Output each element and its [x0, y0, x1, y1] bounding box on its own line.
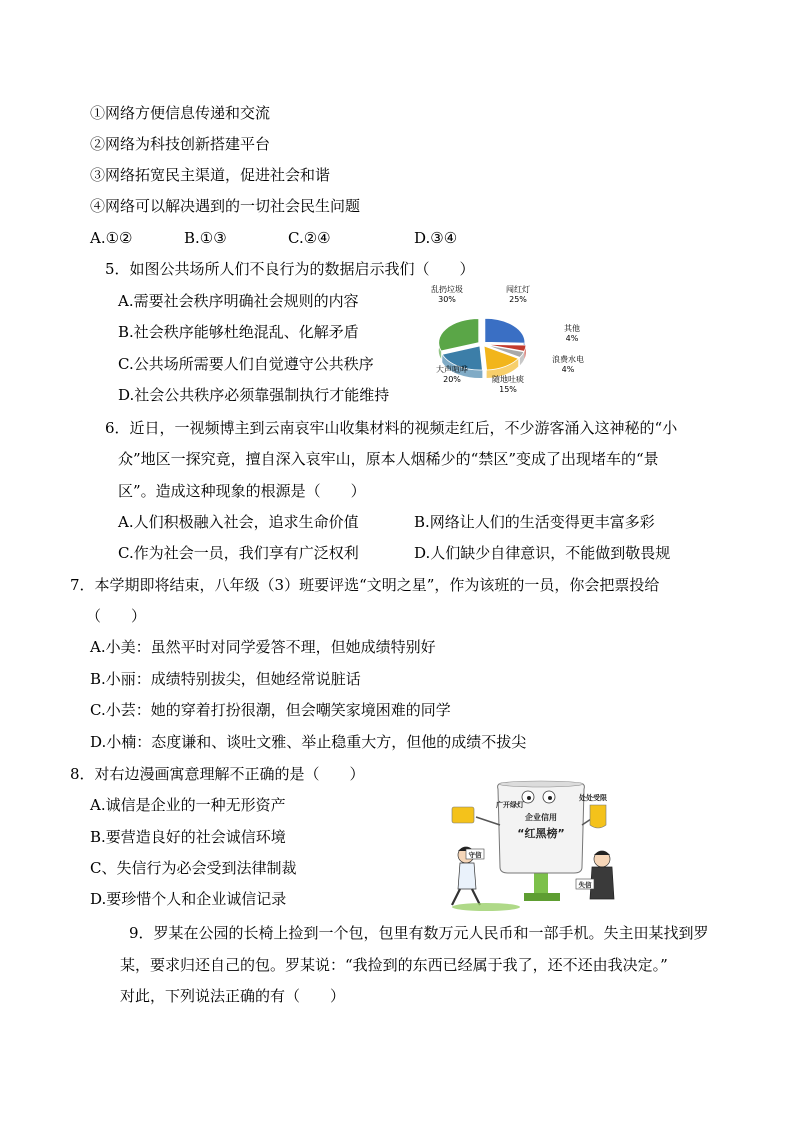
- pie-value-label-2: 4%: [561, 365, 575, 374]
- q5-option-c: C.公共场所需要人们自觉遵守公共秩序: [118, 355, 374, 373]
- q5-option-b: B.社会秩序能够杜绝混乱、化解矛盾: [118, 323, 359, 341]
- q5-option-d: D.社会公共秩序必须靠强制执行才能维持: [118, 386, 390, 404]
- pie-slice-0: [485, 318, 525, 343]
- q8-stem: 8．对右边漫画寓意理解不正确的是（ ）: [70, 765, 365, 783]
- q4-item-1: ①网络方便信息传递和交流: [90, 104, 271, 122]
- right-person-label: 失信: [578, 881, 592, 889]
- q6-stem-line-3: 区”。造成这种现象的根源是（ ）: [118, 482, 366, 500]
- left-person-label: 守信: [468, 851, 482, 859]
- q6-option-c: C.作为社会一员，我们享有广泛权利: [118, 544, 359, 562]
- pie-value-label-0: 25%: [509, 295, 527, 304]
- credit-red-black-list-cartoon: [446, 777, 616, 915]
- q7-stem-line-1: 7．本学期即将结束，八年级（3）班要评选“文明之星”，作为该班的一员，你会把票投给: [70, 576, 660, 594]
- q5-option-a: A.需要社会秩序明确社会规则的内容: [118, 292, 359, 310]
- q4-option-d: D.③④: [414, 229, 458, 247]
- q4-item-2: ②网络为科技创新搭建平台: [90, 135, 271, 153]
- left-sign-text: 广开绿灯: [496, 801, 524, 809]
- pie-label-4: 大声喧哗: [436, 365, 468, 374]
- bad-behavior-pie-chart: [420, 282, 590, 402]
- pie-label-0: 闯红灯: [506, 285, 530, 294]
- q8-option-a: A.诚信是企业的一种无形资产: [90, 796, 286, 814]
- q7-stem-line-2: （ ）: [86, 607, 147, 625]
- q4-item-3: ③网络拓宽民主渠道，促进社会和谐: [90, 166, 331, 184]
- pie-value-label-1: 4%: [565, 334, 579, 343]
- q4-option-c: C.②④: [288, 229, 331, 247]
- q8-option-d: D.要珍惜个人和企业诚信记录: [90, 890, 287, 908]
- q4-option-a: A.①②: [90, 229, 133, 247]
- q7-option-a: A.小美：虽然平时对同学爱答不理，但她成绩特别好: [90, 638, 436, 656]
- q8-option-c: C、失信行为必会受到法律制裁: [90, 859, 297, 877]
- pie-value-label-3: 15%: [499, 385, 517, 394]
- board-base: [524, 893, 560, 901]
- q9-stem-line-1: 9．罗某在公园的长椅上捡到一个包，包里有数万元人民币和一部手机。失主田某找到罗: [129, 924, 709, 942]
- q6-stem-line-1: 6．近日，一视频博主到云南哀牢山收集材料的视频走红后，不少游客涌入这神秘的“小: [105, 419, 678, 437]
- right-sign-text: 处处受限: [579, 794, 607, 802]
- board-title: 企业信用: [525, 813, 557, 822]
- pie-label-3: 随地吐痰: [492, 375, 524, 384]
- q9-stem-line-3: 对此，下列说法正确的有（ ）: [120, 987, 346, 1005]
- stop-hand-icon: [590, 805, 606, 828]
- q9-stem-line-2: 某，要求归还自己的包。罗某说：“我捡到的东西已经属于我了，还不还由我决定。”: [120, 956, 668, 974]
- pie-label-5: 乱扔垃圾: [431, 285, 463, 294]
- pie-label-2: 浪费水电: [552, 355, 584, 364]
- q6-option-b: B.网络让人们的生活变得更丰富多彩: [414, 513, 655, 531]
- q7-option-c: C.小芸：她的穿着打扮很潮，但会嘲笑家境困难的同学: [90, 701, 451, 719]
- q6-stem-line-2: 众”地区一探究竟，擅自深入哀牢山，原本人烟稀少的“禁区”变成了出现堵车的“景: [118, 450, 659, 468]
- q6-option-d: D.人们缺少自律意识，不能做到敬畏规: [414, 544, 671, 562]
- q7-option-d: D.小楠：态度谦和、谈吐文雅、举止稳重大方，但他的成绩不拔尖: [90, 733, 527, 751]
- pie-label-1: 其他: [564, 324, 580, 333]
- q4-item-4: ④网络可以解决遇到的一切社会民生问题: [90, 197, 361, 215]
- left-hand-icon: [452, 807, 474, 823]
- q7-option-b: B.小丽：成绩特别拔尖，但她经常说脏话: [90, 670, 361, 688]
- left-person-body: [458, 863, 476, 889]
- q4-option-b: B.①③: [184, 229, 227, 247]
- q5-stem: 5．如图公共场所人们不良行为的数据启示我们（ ）: [105, 260, 475, 278]
- pie-slice-5: [439, 319, 479, 351]
- q6-option-a: A.人们积极融入社会，追求生命价值: [118, 513, 359, 531]
- board-main-text: “红黑榜”: [517, 827, 565, 840]
- pie-value-label-5: 30%: [438, 295, 456, 304]
- pie-value-label-4: 20%: [443, 375, 461, 384]
- q8-option-b: B.要营造良好的社会诚信环境: [90, 828, 286, 846]
